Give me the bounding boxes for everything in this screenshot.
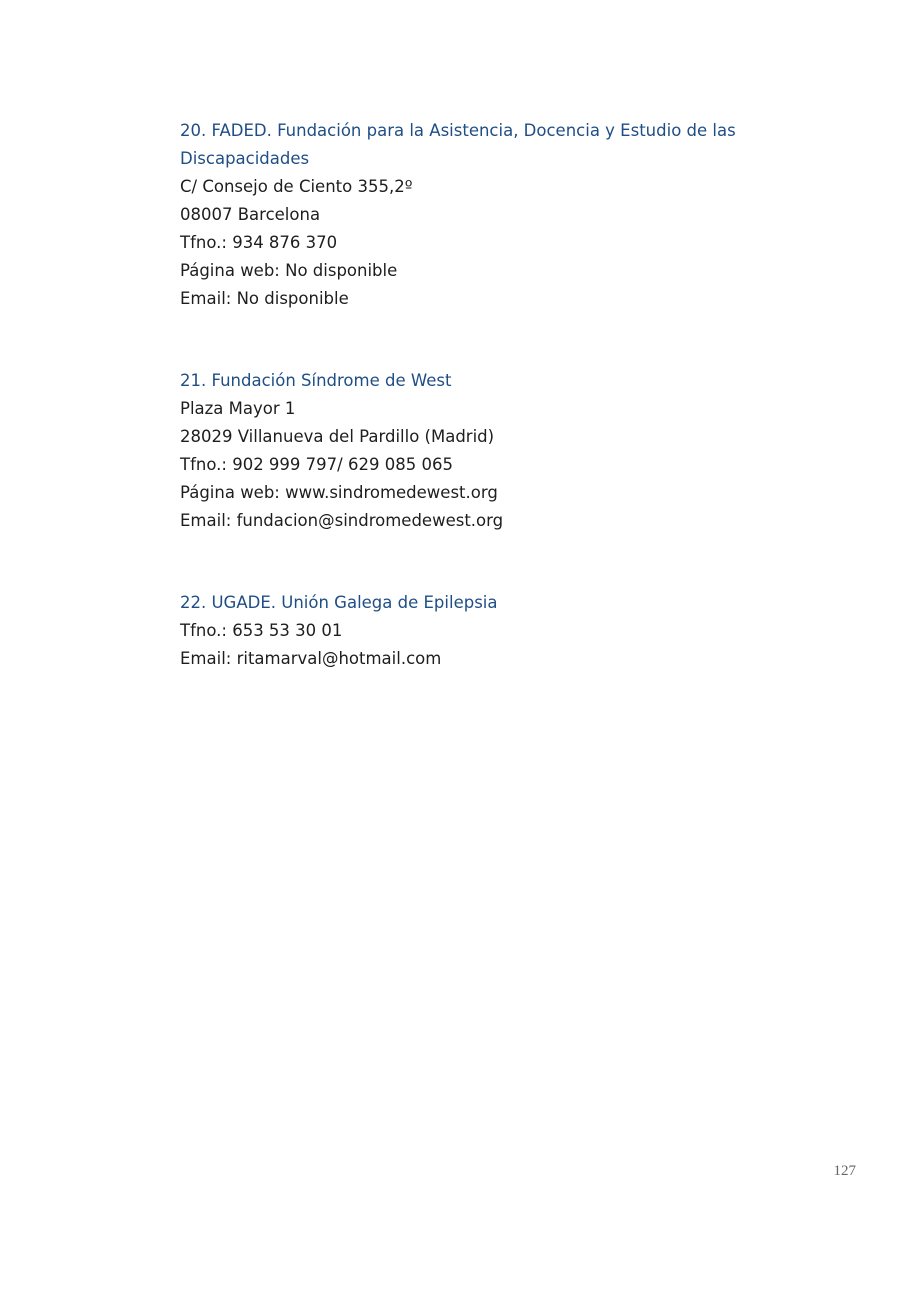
entry-website: Página web: No disponible bbox=[180, 261, 398, 280]
entry-address: Plaza Mayor 1 bbox=[180, 399, 296, 418]
entry-email: Email: No disponible bbox=[180, 289, 349, 308]
entry-title: 22. UGADE. Unión Galega de Epilepsia bbox=[180, 593, 498, 612]
entry-city: 08007 Barcelona bbox=[180, 205, 321, 224]
page-number: 127 bbox=[833, 1163, 856, 1179]
directory-entry-faded bbox=[180, 117, 780, 313]
entry-title: 20. FADED. Fundación para la Asistencia, Docencia y Estudio de las bbox=[180, 121, 736, 140]
entry-phone: Tfno.: 934 876 370 bbox=[180, 233, 338, 252]
directory-list bbox=[180, 117, 780, 673]
directory-entry-west bbox=[180, 367, 780, 535]
entry-title: 21. Fundación Síndrome de West bbox=[180, 371, 452, 390]
entry-phone: Tfno.: 902 999 797/ 629 085 065 bbox=[180, 455, 453, 474]
entry-address: C/ Consejo de Ciento 355,2º bbox=[180, 177, 413, 196]
entry-title-continued: Discapacidades bbox=[180, 149, 310, 168]
entry-phone: Tfno.: 653 53 30 01 bbox=[180, 621, 343, 640]
entry-email: Email: ritamarval@hotmail.com bbox=[180, 649, 442, 668]
entry-city: 28029 Villanueva del Pardillo (Madrid) bbox=[180, 427, 495, 446]
entry-website: Página web: www.sindromedewest.org bbox=[180, 483, 498, 502]
directory-entry-ugade bbox=[180, 589, 780, 673]
entry-email: Email: fundacion@sindromedewest.org bbox=[180, 511, 504, 530]
